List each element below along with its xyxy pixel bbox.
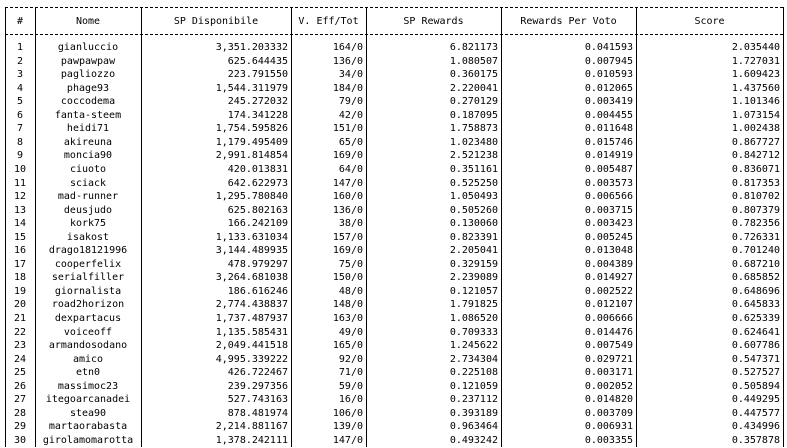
cell-sp-rewards: 0.130060 <box>449 218 498 230</box>
cell-score: 1.609423 <box>731 69 780 81</box>
cell-nome: stea90 <box>69 407 107 419</box>
cell-sp-disponibile: 625.644435 <box>227 55 288 67</box>
table-row <box>0 380 787 394</box>
table-row <box>0 258 787 272</box>
col-header-score: Score <box>694 15 725 27</box>
cell-v-eff-tot: 42/0 <box>338 109 363 121</box>
cell-v-eff-tot: 165/0 <box>332 340 363 352</box>
cell-sp-rewards: 0.493242 <box>449 434 498 446</box>
cell-num: 17 <box>13 258 27 270</box>
cell-score: 0.810702 <box>731 191 780 203</box>
table-row <box>0 353 787 367</box>
cell-sp-disponibile: 3,144.489935 <box>215 245 288 257</box>
cell-sp-rewards: 0.121059 <box>449 380 498 392</box>
cell-nome: sciack <box>69 177 107 189</box>
cell-sp-disponibile: 186.616246 <box>227 285 288 297</box>
table-row <box>0 122 787 136</box>
cell-sp-disponibile: 1,135.585431 <box>215 326 288 338</box>
table-row <box>0 407 787 421</box>
cell-sp-disponibile: 2,774.438837 <box>215 299 288 311</box>
cell-nome: drago18121996 <box>48 245 128 257</box>
cell-rewards-per-voto: 0.012107 <box>584 299 633 311</box>
cell-score: 0.836071 <box>731 163 780 175</box>
cell-sp-rewards: 0.360175 <box>449 69 498 81</box>
cell-sp-rewards: 0.121057 <box>449 285 498 297</box>
cell-rewards-per-voto: 0.004389 <box>584 258 633 270</box>
cell-sp-rewards: 0.329159 <box>449 258 498 270</box>
table-row <box>0 163 787 177</box>
cell-sp-disponibile: 2,991.814854 <box>215 150 288 162</box>
cell-num: 23 <box>13 340 27 352</box>
column-separator <box>35 7 36 447</box>
cell-nome: voiceoff <box>63 326 113 338</box>
cell-rewards-per-voto: 0.014476 <box>584 326 633 338</box>
cell-sp-disponibile: 2,214.881167 <box>215 421 288 433</box>
cell-num: 7 <box>16 123 24 135</box>
cell-sp-disponibile: 1,737.487937 <box>215 313 288 324</box>
cell-sp-rewards: 0.525250 <box>449 177 498 189</box>
cell-v-eff-tot: 164/0 <box>332 42 363 53</box>
cell-nome: girolamomarotta <box>42 434 134 446</box>
cell-v-eff-tot: 157/0 <box>332 231 363 243</box>
cell-rewards-per-voto: 0.015746 <box>584 136 633 148</box>
cell-nome: deusjudo <box>63 204 113 216</box>
table-row <box>0 136 787 150</box>
cell-num: 4 <box>16 82 24 94</box>
cell-nome: fanta-steem <box>54 109 122 121</box>
col-header-rewards-per-voto: Rewards Per Voto <box>520 15 617 27</box>
cell-score: 0.817353 <box>731 177 780 189</box>
cell-score: 0.434996 <box>731 421 780 433</box>
cell-score: 0.701240 <box>731 245 780 257</box>
cell-rewards-per-voto: 0.006566 <box>584 191 633 203</box>
cell-nome: pawpawpaw <box>60 55 116 67</box>
cell-nome: kork75 <box>69 218 107 230</box>
cell-sp-rewards: 2.205041 <box>449 245 498 257</box>
cell-sp-rewards: 2.220041 <box>449 82 498 94</box>
cell-num: 9 <box>16 150 24 162</box>
cell-v-eff-tot: 160/0 <box>332 191 363 203</box>
cell-rewards-per-voto: 0.002522 <box>584 285 633 297</box>
cell-v-eff-tot: 64/0 <box>338 163 363 175</box>
column-separator <box>291 7 292 447</box>
cell-sp-rewards: 2.521238 <box>449 150 498 162</box>
cell-rewards-per-voto: 0.003709 <box>584 407 633 419</box>
table-row <box>0 149 787 163</box>
cell-v-eff-tot: 34/0 <box>338 69 363 81</box>
cell-v-eff-tot: 184/0 <box>332 82 363 94</box>
cell-sp-rewards: 0.270129 <box>449 96 498 108</box>
cell-num: 29 <box>13 421 27 433</box>
cell-num: 21 <box>13 313 27 324</box>
cell-rewards-per-voto: 0.012065 <box>584 82 633 94</box>
cell-score: 0.547371 <box>731 353 780 365</box>
table-row <box>0 82 787 96</box>
cell-sp-rewards: 0.709333 <box>449 326 498 338</box>
cell-sp-rewards: 0.393189 <box>449 407 498 419</box>
cell-rewards-per-voto: 0.010593 <box>584 69 633 81</box>
cell-nome: itegoarcanadei <box>45 394 131 406</box>
cell-sp-rewards: 1.023480 <box>449 136 498 148</box>
cell-nome: heidi71 <box>66 123 110 135</box>
cell-sp-rewards: 1.245622 <box>449 340 498 352</box>
cell-num: 2 <box>16 55 24 67</box>
cell-nome: akireuna <box>63 136 113 148</box>
cell-num: 14 <box>13 218 27 230</box>
cell-sp-disponibile: 1,179.495409 <box>215 136 288 148</box>
cell-nome: dexpartacus <box>54 313 122 324</box>
col-header-nome: Nome <box>75 15 101 27</box>
table-row <box>0 285 787 299</box>
table-row <box>0 298 787 312</box>
cell-nome: isakost <box>66 231 110 243</box>
cell-sp-rewards: 0.823391 <box>449 231 498 243</box>
cell-sp-disponibile: 3,351.203332 <box>215 42 288 53</box>
cell-score: 0.807379 <box>731 204 780 216</box>
cell-v-eff-tot: 151/0 <box>332 123 363 135</box>
cell-num: 22 <box>13 326 27 338</box>
table-row <box>0 204 787 218</box>
cell-sp-disponibile: 4,995.339222 <box>215 353 288 365</box>
col-header-sp: SP Disponibile <box>173 15 259 27</box>
cell-num: 28 <box>13 407 27 419</box>
cell-rewards-per-voto: 0.003423 <box>584 218 633 230</box>
cell-score: 0.782356 <box>731 218 780 230</box>
cell-nome: moncia90 <box>63 150 113 162</box>
cell-rewards-per-voto: 0.011648 <box>584 123 633 135</box>
table-row <box>0 312 787 326</box>
cell-v-eff-tot: 16/0 <box>338 394 363 406</box>
cell-rewards-per-voto: 0.014927 <box>584 272 633 284</box>
cell-nome: amico <box>72 353 104 365</box>
cell-sp-rewards: 0.187095 <box>449 109 498 121</box>
table-row <box>0 190 787 204</box>
cell-rewards-per-voto: 0.005487 <box>584 163 633 175</box>
cell-sp-rewards: 1.791825 <box>449 299 498 311</box>
cell-score: 0.645833 <box>731 299 780 311</box>
cell-num: 1 <box>16 42 24 53</box>
col-header-veff: V. Eff/Tot <box>298 15 359 27</box>
cell-num: 3 <box>16 69 24 81</box>
table-row <box>0 326 787 340</box>
table-row <box>0 217 787 231</box>
cell-num: 27 <box>13 394 27 406</box>
cell-nome: massimoc23 <box>57 380 119 392</box>
cell-v-eff-tot: 49/0 <box>338 326 363 338</box>
table-row <box>0 41 787 55</box>
cell-num: 15 <box>13 231 27 243</box>
cell-rewards-per-voto: 0.006666 <box>584 313 633 324</box>
cell-rewards-per-voto: 0.041593 <box>584 42 633 53</box>
cell-score: 0.357878 <box>731 434 780 446</box>
table-row <box>0 339 787 353</box>
cell-sp-rewards: 0.505260 <box>449 204 498 216</box>
cell-score: 1.002438 <box>731 123 780 135</box>
cell-v-eff-tot: 139/0 <box>332 421 363 433</box>
cell-v-eff-tot: 75/0 <box>338 258 363 270</box>
table-row <box>0 434 787 448</box>
cell-nome: phage93 <box>66 82 110 94</box>
cell-v-eff-tot: 147/0 <box>332 434 363 446</box>
cell-sp-rewards: 1.050493 <box>449 191 498 203</box>
cell-num: 18 <box>13 272 27 284</box>
cell-nome: serialfiller <box>51 272 125 284</box>
cell-rewards-per-voto: 0.003715 <box>584 204 633 216</box>
col-header-sprewards: SP Rewards <box>403 15 464 27</box>
cell-sp-rewards: 0.237112 <box>449 394 498 406</box>
cell-sp-disponibile: 174.341228 <box>227 109 288 121</box>
cell-num: 26 <box>13 380 27 392</box>
cell-sp-disponibile: 245.272032 <box>227 96 288 108</box>
cell-nome: gianluccio <box>57 42 119 53</box>
cell-score: 0.726331 <box>731 231 780 243</box>
cell-nome: mad-runner <box>57 191 119 203</box>
cell-v-eff-tot: 48/0 <box>338 285 363 297</box>
cell-score: 0.625339 <box>731 313 780 324</box>
cell-sp-disponibile: 166.242109 <box>227 218 288 230</box>
cell-sp-disponibile: 239.297356 <box>227 380 288 392</box>
cell-score: 1.101346 <box>731 96 780 108</box>
column-separator <box>783 7 784 447</box>
cell-v-eff-tot: 147/0 <box>332 177 363 189</box>
cell-v-eff-tot: 163/0 <box>332 313 363 324</box>
cell-rewards-per-voto: 0.004455 <box>584 109 633 121</box>
table-row <box>0 271 787 285</box>
cell-score: 1.437560 <box>731 82 780 94</box>
cell-v-eff-tot: 79/0 <box>338 96 363 108</box>
cell-score: 2.035440 <box>731 42 780 53</box>
cell-num: 6 <box>16 109 24 121</box>
cell-rewards-per-voto: 0.006931 <box>584 421 633 433</box>
cell-v-eff-tot: 92/0 <box>338 353 363 365</box>
cell-sp-disponibile: 642.622973 <box>227 177 288 189</box>
cell-v-eff-tot: 59/0 <box>338 380 363 392</box>
column-separator <box>636 7 637 447</box>
cell-rewards-per-voto: 0.003355 <box>584 434 633 446</box>
cell-sp-disponibile: 2,049.441518 <box>215 340 288 352</box>
cell-sp-disponibile: 878.481974 <box>227 407 288 419</box>
cell-v-eff-tot: 148/0 <box>332 299 363 311</box>
cell-v-eff-tot: 136/0 <box>332 55 363 67</box>
cell-nome: martaorabasta <box>48 421 128 433</box>
cell-sp-disponibile: 1,133.631034 <box>215 231 288 243</box>
column-separator <box>5 7 6 447</box>
cell-v-eff-tot: 71/0 <box>338 367 363 379</box>
cell-score: 0.648696 <box>731 285 780 297</box>
cell-score: 0.624641 <box>731 326 780 338</box>
cell-sp-rewards: 0.963464 <box>449 421 498 433</box>
cell-sp-disponibile: 1,754.595826 <box>215 123 288 135</box>
table-row <box>0 244 787 258</box>
column-separator <box>141 7 142 447</box>
cell-nome: ciuoto <box>69 163 107 175</box>
cell-score: 0.607786 <box>731 340 780 352</box>
cell-nome: coccodema <box>60 96 116 108</box>
cell-num: 30 <box>13 434 27 446</box>
table-row <box>0 366 787 380</box>
cell-num: 11 <box>13 177 27 189</box>
cell-rewards-per-voto: 0.007945 <box>584 55 633 67</box>
cell-sp-disponibile: 420.013831 <box>227 163 288 175</box>
cell-score: 0.505894 <box>731 380 780 392</box>
cell-num: 16 <box>13 245 27 257</box>
cell-sp-rewards: 1.758873 <box>449 123 498 135</box>
cell-score: 1.727031 <box>731 55 780 67</box>
header-divider <box>5 34 783 35</box>
cell-rewards-per-voto: 0.014919 <box>584 150 633 162</box>
cell-sp-rewards: 1.080507 <box>449 55 498 67</box>
cell-nome: armandosodano <box>48 340 128 352</box>
cell-sp-disponibile: 1,295.780840 <box>215 191 288 203</box>
cell-rewards-per-voto: 0.003419 <box>584 96 633 108</box>
column-separator <box>366 7 367 447</box>
cell-sp-disponibile: 426.722467 <box>227 367 288 379</box>
col-header-num: # <box>16 15 24 27</box>
cell-num: 13 <box>13 204 27 216</box>
cell-rewards-per-voto: 0.003573 <box>584 177 633 189</box>
cell-score: 0.685852 <box>731 272 780 284</box>
table-row <box>0 177 787 191</box>
cell-rewards-per-voto: 0.014820 <box>584 394 633 406</box>
cell-sp-disponibile: 3,264.681038 <box>215 272 288 284</box>
cell-score: 0.867727 <box>731 136 780 148</box>
cell-sp-disponibile: 625.802163 <box>227 204 288 216</box>
cell-sp-disponibile: 1,378.242111 <box>215 434 288 446</box>
cell-rewards-per-voto: 0.013048 <box>584 245 633 257</box>
cell-v-eff-tot: 38/0 <box>338 218 363 230</box>
cell-sp-rewards: 2.239089 <box>449 272 498 284</box>
cell-num: 5 <box>16 96 24 108</box>
cell-rewards-per-voto: 0.007549 <box>584 340 633 352</box>
cell-rewards-per-voto: 0.029721 <box>584 353 633 365</box>
cell-nome: road2horizon <box>51 299 125 311</box>
cell-sp-rewards: 2.734304 <box>449 353 498 365</box>
cell-score: 0.449295 <box>731 394 780 406</box>
cell-rewards-per-voto: 0.003171 <box>584 367 633 379</box>
cell-num: 24 <box>13 353 27 365</box>
cell-sp-disponibile: 223.791550 <box>227 69 288 81</box>
table-row <box>0 231 787 245</box>
cell-score: 0.842712 <box>731 150 780 162</box>
cell-nome: giornalista <box>54 285 122 297</box>
table-row <box>0 420 787 434</box>
table-row <box>0 68 787 82</box>
cell-nome: cooperfelix <box>54 258 122 270</box>
cell-v-eff-tot: 106/0 <box>332 407 363 419</box>
table-top-border <box>5 7 783 8</box>
cell-nome: pagliozzo <box>60 69 116 81</box>
cell-sp-rewards: 6.821173 <box>449 42 498 53</box>
cell-num: 19 <box>13 285 27 297</box>
cell-sp-disponibile: 1,544.311979 <box>215 82 288 94</box>
cell-num: 10 <box>13 163 27 175</box>
cell-score: 0.527527 <box>731 367 780 379</box>
cell-sp-disponibile: 527.743163 <box>227 394 288 406</box>
cell-num: 20 <box>13 299 27 311</box>
cell-num: 8 <box>16 136 24 148</box>
cell-sp-rewards: 0.225108 <box>449 367 498 379</box>
cell-rewards-per-voto: 0.005245 <box>584 231 633 243</box>
cell-sp-rewards: 0.351161 <box>449 163 498 175</box>
cell-v-eff-tot: 150/0 <box>332 272 363 284</box>
cell-rewards-per-voto: 0.002052 <box>584 380 633 392</box>
cell-v-eff-tot: 169/0 <box>332 150 363 162</box>
cell-score: 0.447577 <box>731 407 780 419</box>
cell-num: 25 <box>13 367 27 379</box>
cell-v-eff-tot: 65/0 <box>338 136 363 148</box>
table-row <box>0 55 787 69</box>
table-row <box>0 109 787 123</box>
cell-score: 0.687210 <box>731 258 780 270</box>
cell-v-eff-tot: 136/0 <box>332 204 363 216</box>
cell-v-eff-tot: 169/0 <box>332 245 363 257</box>
cell-num: 12 <box>13 191 27 203</box>
table-row <box>0 393 787 407</box>
cell-sp-rewards: 1.086520 <box>449 313 498 324</box>
table-row <box>0 95 787 109</box>
cell-sp-disponibile: 478.979297 <box>227 258 288 270</box>
table-header <box>0 10 787 32</box>
cell-nome: etn0 <box>75 367 101 379</box>
cell-score: 1.073154 <box>731 109 780 121</box>
column-separator <box>501 7 502 447</box>
